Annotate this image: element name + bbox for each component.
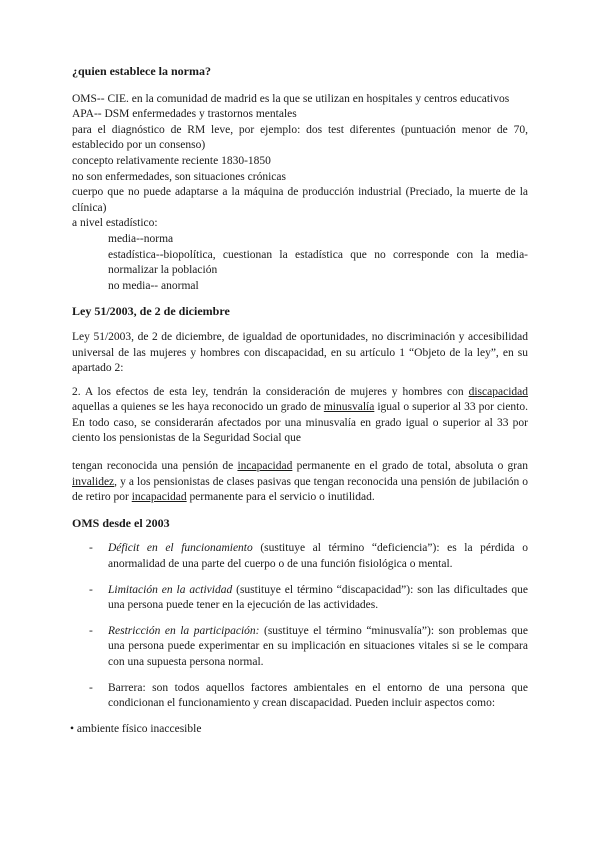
ley-paragraph-a: 2. A los efectos de esta ley, tendrán la consideración de mujeres y hombres con discapacidad aquellas a quienes se les haya reconocido un grado de minusvalía igual o superior al 33 por ciento. En todo caso, se considerarán afectados por una minusvalía en grado igual o superior al 33 por ciento los pensionistas de la Seguridad Social que — [72, 385, 529, 445]
heading-quien-establece: ¿quien establece la norma? — [72, 64, 211, 78]
text-line: concepto relativamente reciente 1830-1850 — [72, 154, 271, 167]
list-item: - Déficit en el funcionamiento (sustituye al término “deficiencia”): es la pérdida o anormalidad de una parte del cuerpo o de una función fisiológica o mental. — [89, 542, 528, 571]
text-line: no son enfermedades, son situaciones crónicas — [72, 170, 286, 183]
text-line: OMS-- CIE. en la comunidad de madrid es la que se utilizan en hospitales y centros educativos — [72, 92, 510, 105]
heading-ley: Ley 51/2003, de 2 de diciembre — [72, 304, 230, 319]
bullet-item: • ambiente físico inaccesible — [70, 722, 202, 735]
indented-line: no media-- anormal — [108, 279, 199, 292]
ley-paragraph-b: tengan reconocida una pensión de incapacidad permanente en el grado de total, absoluta o gran invalidez, y a los pensionistas de clases pasivas que tengan reconocida una pensión de jubilación o de retiro por incapacidad permanente para el servicio o inutilidad. — [72, 460, 528, 504]
indented-line: media--norma — [108, 232, 174, 245]
list-item: - Restricción en la participación: (sustituye el término “minusvalía”): son problemas que una persona puede experimentar en su implicación en situaciones vitales si se le compara con una supuesta persona normal. — [89, 624, 529, 668]
text-line: APA-- DSM enfermedades y trastornos mentales — [72, 108, 297, 121]
ley-intro: Ley 51/2003, de 2 de diciembre, de igualdad de oportunidades, no discriminación y accesibilidad universal de las mujeres y hombres con discapacidad, en su artículo 1 “Objeto de la ley”, en su apartado 2: — [72, 330, 528, 375]
text-line: para el diagnóstico de RM leve, por ejemplo: dos test diferentes (puntuación menor de 70, establecido por un consenso) — [72, 123, 528, 152]
list-item: - Barrera: son todos aquellos factores ambientales en el entorno de una persona que condicionan el funcionamiento y crean discapacidad. Pueden incluir aspectos como: — [89, 681, 528, 710]
document-page — [72, 64, 528, 737]
heading-oms-2003: OMS desde el 2003 — [72, 515, 170, 530]
text-line: cuerpo que no puede adaptarse a la máquina de producción industrial (Preciado, la muerte de la clínica) — [72, 186, 528, 214]
indented-line: estadística--biopolítica, cuestionan la estadística que no corresponde con la media-normalizar la población — [108, 248, 528, 277]
list-item: - Limitación en la actividad (sustituye el término “discapacidad”): son las dificultades que una persona puede tener en la ejecución de las actividades. — [89, 583, 528, 612]
text-line: a nivel estadístico: — [72, 217, 158, 230]
